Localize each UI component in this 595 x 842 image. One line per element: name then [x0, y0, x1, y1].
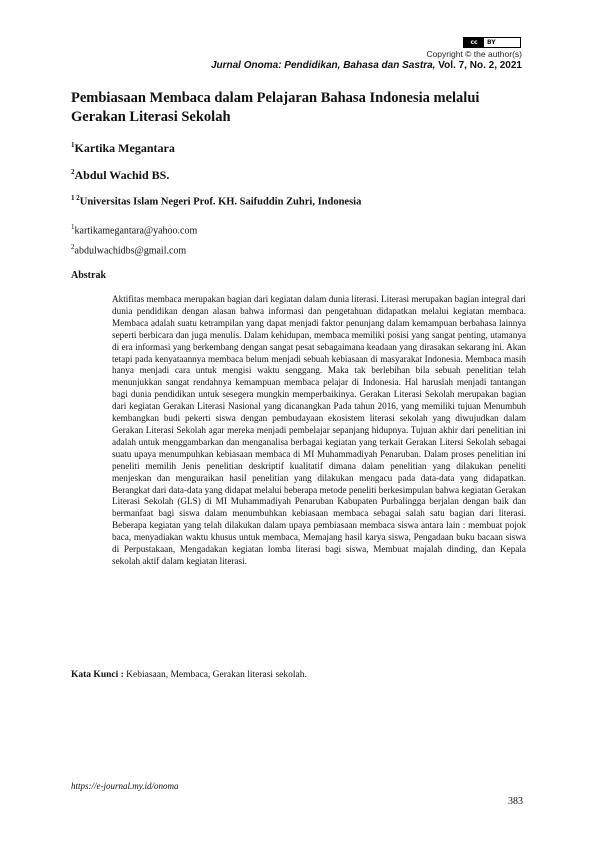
by-icon: BY — [487, 39, 496, 46]
journal-volume: Vol. 7, No. 2, 2021 — [438, 60, 522, 71]
abstract-body: Aktifitas membaca merupakan bagian dari kegiatan dalam dunia literasi. Literasi merupakan bagian integral dari dunia pendidikan dengan alasan bahwa informasi dan pengetahuan didapatkan melalui kegiatan membaca. Membaca adalah suatu ketrampilan yang dapat menjadi faktor penunjang dalam kemampuan berbahasa lainnya seperti berbicara dan juga menulis. Dalam kehidupan, membaca memiliki posisi yang sangat penting, utamanya di era informasi yang berkembang dengan sangat pesat sebagaimana keadaan yang dirasakan sekarang ini. Akan tetapi pada kenyataannya membaca belum menjadi sebuah kebiasaan di masyarakat Indonesia. Membaca masih hanya menjadi cara untuk mengisi waktu senggang. Maka tak berlebihan bila sebuah penelitian telah menunjukkan sangat rendahnya kemampuan membaca pelajar di Indonesia. Hal haruslah menjadi tantangan bagi dunia pendidikan untuk sesegera mungkin memperbaikinya. Gerakan Literasi Sekolah merupakan bagian dari kegiatan Gerakan Literasi Nasional yang dicanangkan Pada tahun 2016, yang memiliki tujuan Menumbuh kembangkan budi pekerti siswa dengan pembudayaan ekosistem literasi sekolah yang diwujudkan dalam Gerakan Literasi Sekolah agar mereka menjadi pembelajar sepanjang hidupnya. Tujuan akhir dari penelitian ini adalah untuk menggambarkan dan menganalisa berbagai kegiatan yang terkait Gerakan Litersi Sekolah sebagai suatu upaya menumpuhkan kebiasaan membaca di MI Muhammadiyah Penaruban. Dalam proses penelitian ini peneliti memilih Jenis penelitian deskriptif kualitatif dimana dalam penelitian yang dilakukan peneliti menjeskan dan menguraikan hasil penelitian yang dilakukan mengacu pada data-data yang didapatkan. Berangkat dari data-data yang didapat melalui beberapa metode peneliti berkesimpulan bahwa kegiatan Gerakan Literasi Sekolah (GLS) di MI Muhammadiyah Penaruban Kabupaten Purbalingga berjalan dengan baik dan bermanfaat bagi siswa dalam menumbuhkan kebiasaan membaca sebagai salah satu bagian dari literasi. Beberapa kegiatan yang telah dilakukan dalam upaya pembiasaan membaca siswa antara lain : membuat pojok baca, menyadiakan waktu khusus untuk membaca, Memajang hasil karya siswa, Pengadaan buku bacaan siswa di Perpustakaan, Mengadakan kegiatan lomba literasi bagi siswa, Membuat majalah dinding, dan Kepala sekolah aktif dalam kegiatan literasi. — [112, 294, 526, 566]
abstract-heading: Abstrak — [71, 270, 107, 281]
cc-icon: cc — [464, 38, 484, 47]
email-2-sup: 2 — [71, 243, 75, 251]
email-1[interactable] — [71, 223, 197, 236]
email-2[interactable] — [71, 243, 186, 256]
journal-url-link[interactable]: https://e-journal.my.id/onoma — [71, 781, 179, 791]
author-2-name: Abdul Wachid BS. — [74, 168, 170, 182]
cc-license-badge — [463, 37, 521, 48]
keywords-text: Kebiasaan, Membaca, Gerakan literasi sekolah. — [126, 670, 307, 680]
paper-title: Pembiasaan Membaca dalam Pelajaran Bahasa Indonesia melalui Gerakan Literasi Sekolah — [71, 90, 480, 125]
affiliation — [71, 194, 361, 208]
email-1-text[interactable]: kartikamegantara@yahoo.com — [74, 225, 198, 237]
journal-name: Jurnal Onoma: Pendidikan, Bahasa dan Sastra, — [210, 60, 436, 71]
affiliation-text: Universitas Islam Negeri Prof. KH. Saifuddin Zuhri, Indonesia — [79, 196, 362, 208]
email-2-text[interactable]: abdulwachidbs@gmail.com — [74, 245, 187, 257]
author-1 — [71, 141, 175, 156]
journal-citation — [211, 60, 522, 71]
affiliation-sup: 1 2 — [71, 194, 80, 202]
keywords-label: Kata Kunci : — [71, 670, 124, 680]
email-1-sup: 1 — [71, 223, 75, 231]
author-1-name: Kartika Megantara — [74, 141, 175, 155]
author-2 — [71, 168, 169, 183]
page-number: 383 — [508, 796, 523, 807]
author-1-sup: 1 — [71, 141, 75, 149]
copyright-notice: Copyright © the author(s) — [426, 49, 522, 59]
author-2-sup: 2 — [71, 168, 75, 176]
keywords — [71, 670, 531, 680]
